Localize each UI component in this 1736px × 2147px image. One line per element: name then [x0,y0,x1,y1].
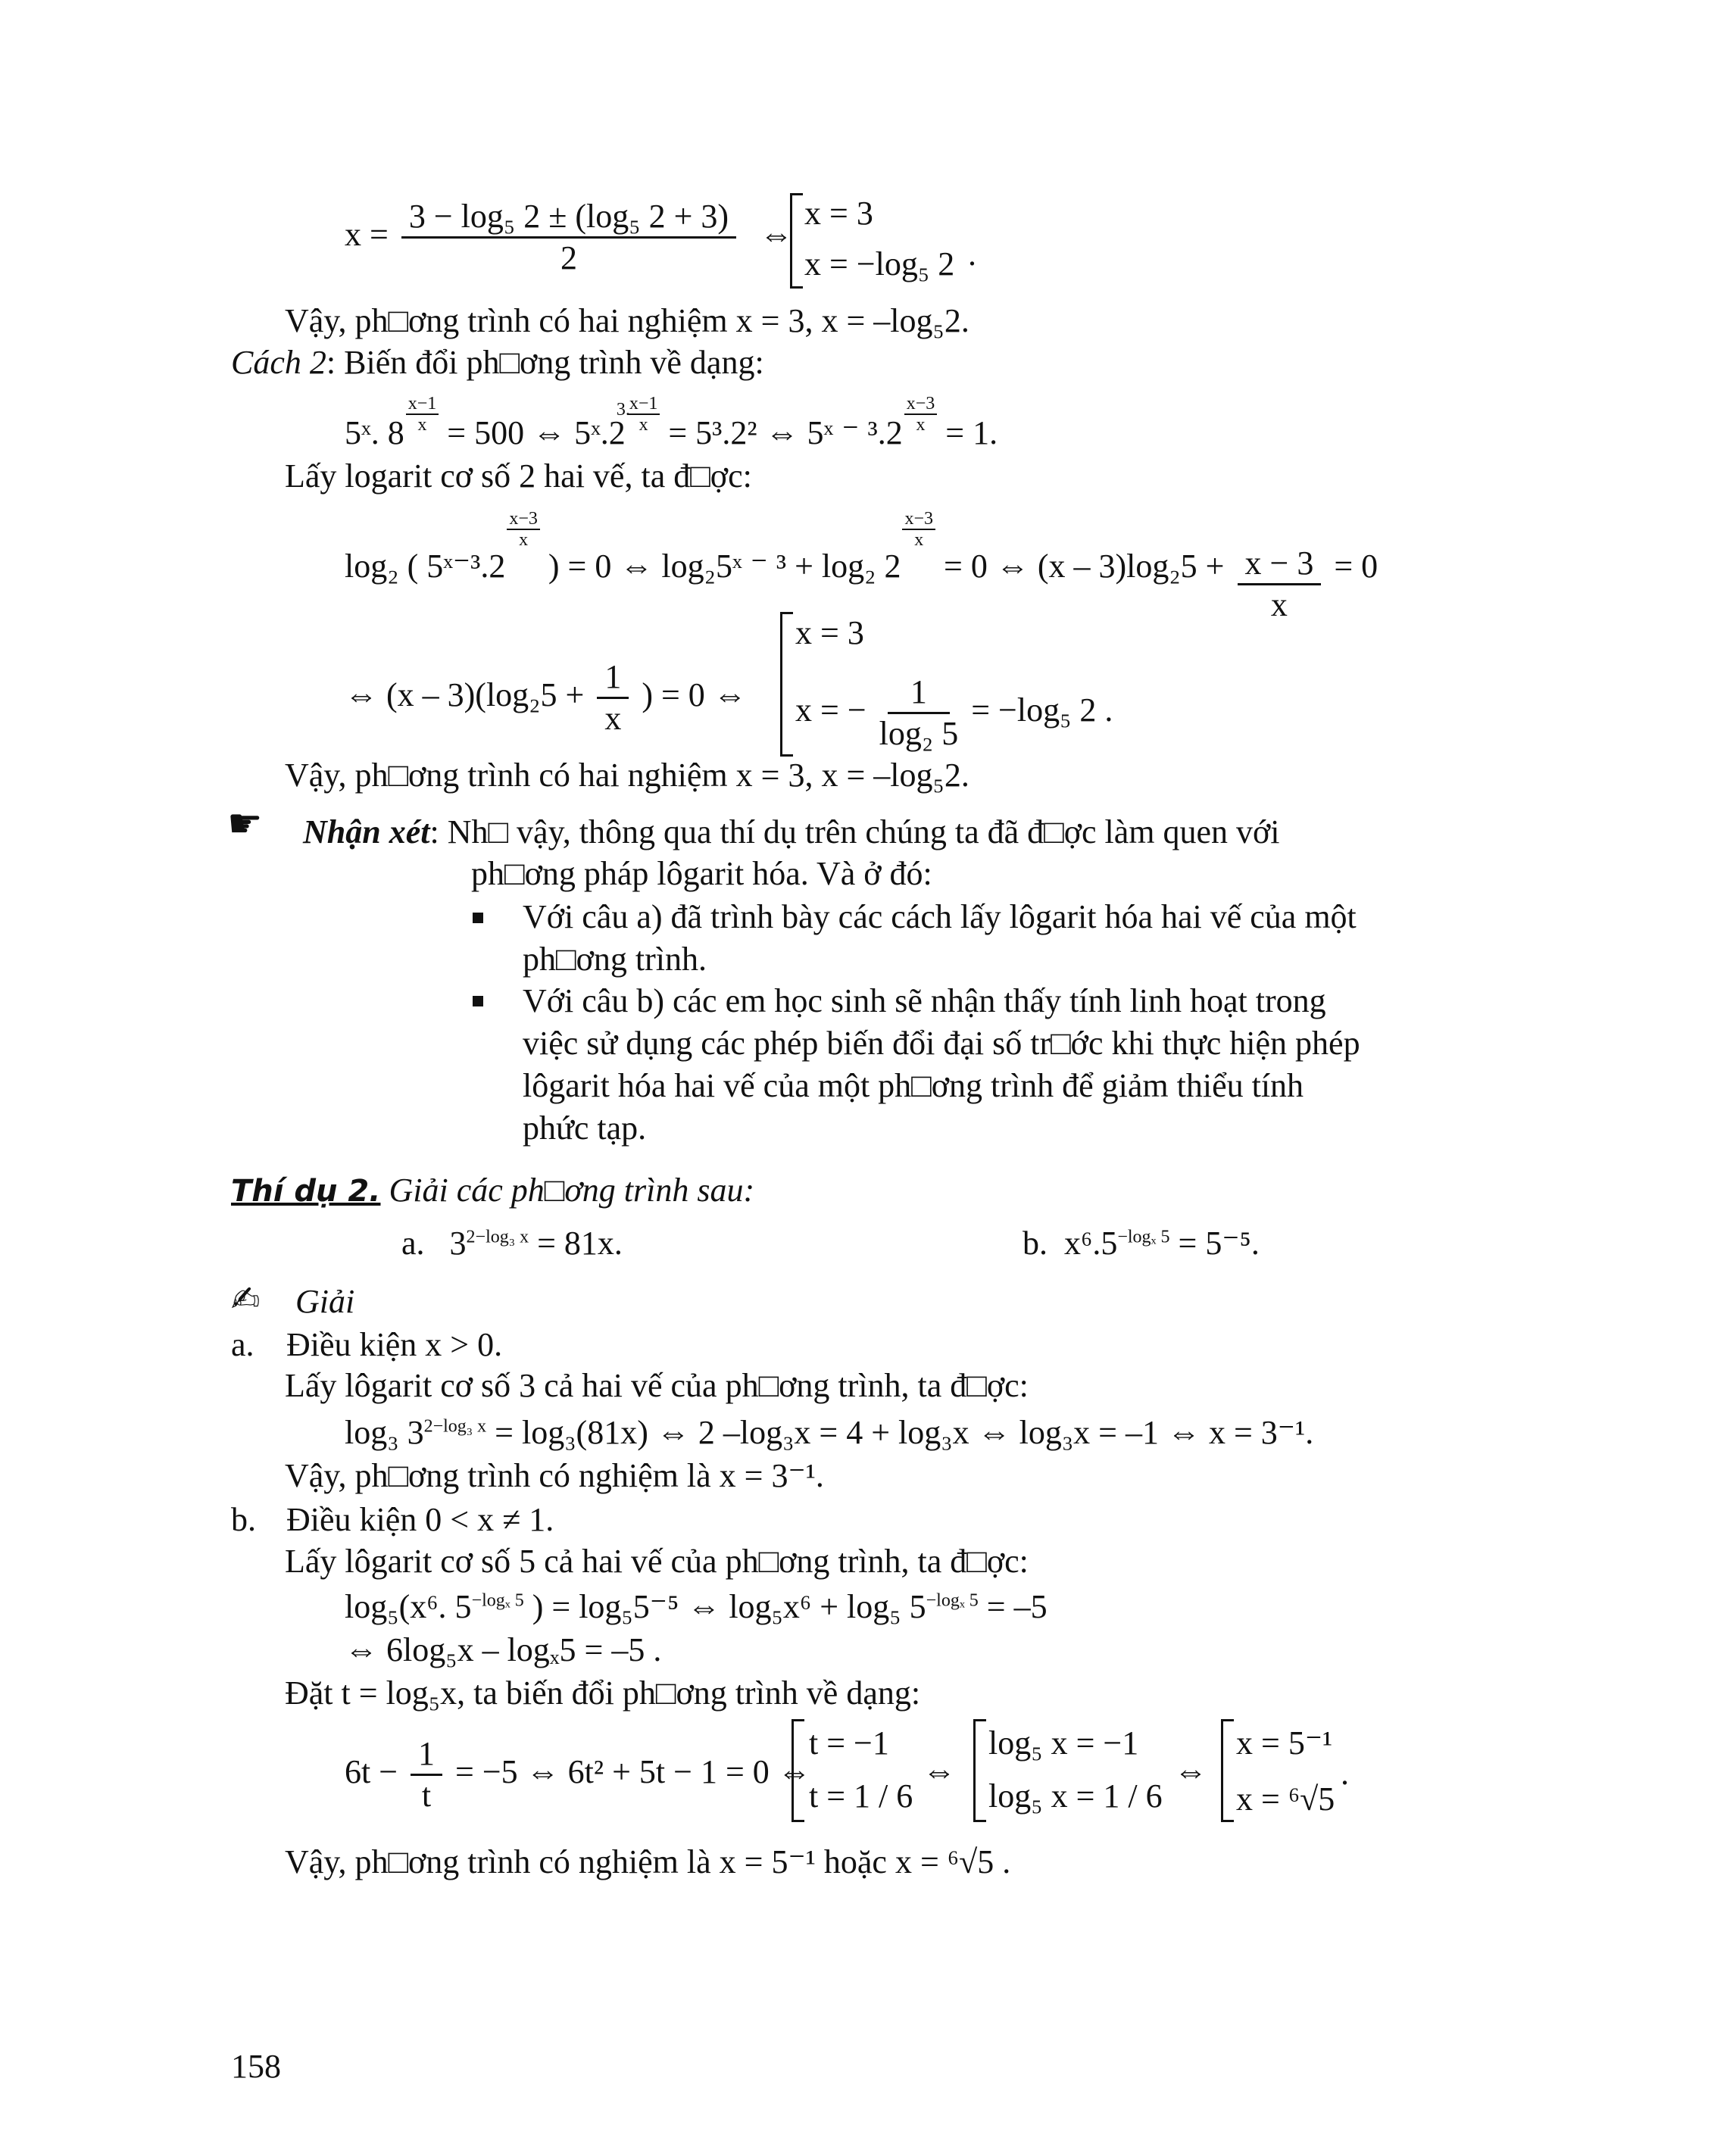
eq2: 5ˣ. 8 $\frac{x-1}{x}$ = 500 ⇔ 5ˣ.2 3. x−1 x = 5³.2² ⇔ 5ˣ ⁻ ³.2 $\frac{x-3}{x}$ = 1. [345,394,998,451]
sol-b-cond: Điều kiện 0 < x ≠ 1. [286,1501,554,1538]
sol-b-eq2: ⇔ 6log₅x – logₓ5 = –5 . [345,1631,662,1668]
eq1-case2: x = −log₅ 2 [804,245,955,282]
b-c3a: x = 5⁻¹ [1236,1724,1333,1762]
b-iff3: ⇔ [1174,1752,1207,1790]
sol-b-eq3: 6t − $\frac{1}{t}$ = −5 ⇔ 6t² + 5t − 1 = 0 ⇔ [345,1735,811,1815]
bullet-1 [473,913,483,923]
remark-line2: ph□ơng pháp lôgarit hóa. Và ở đó: [471,855,932,892]
sol-b-conc: Vậy, ph□ơng trình có nghiệm là x = 5⁻¹ hoặc x = ⁶√5 . [285,1843,1011,1880]
writing-hand-icon: ✍ [231,1278,261,1319]
b-bracket-3 [1221,1719,1234,1822]
example2-b: b. $x^6.5^{-log_x 5} = 5^{-5}$. [1023,1225,1260,1262]
example2-heading: Thí dụ 2. Giải các ph□ơng trình sau: [231,1172,755,1209]
sol-b-eq1: log₅(x⁶. $5^{-log_x 5}$ ) = log₅5⁻⁵ ⇔ log₅x⁶ + log₅ $5^{-log_x 5} = -5$ [345,1588,1048,1625]
eq4-bracket [780,612,793,757]
eq1-fraction: $\frac{\text{3 − log₅ 2 ± (log₅ 2 + 3)}}{2}$ [401,198,736,277]
conclusion2: Vậy, ph□ơng trình có hai nghiệm x = 3, x = –log₅2. [285,757,969,794]
b-c1a: t = −1 [809,1724,889,1762]
eq3: log₂ ( 5ˣ⁻³.2 $\frac{x-3}{x}$ ) = 0 ⇔ log₂5ˣ ⁻ ³ + log₂ 2 $\frac{x-3}{x}$ = 0 ⇔ (x – 3)log₂5 + $\frac{x - 3}{x}$ = 0 [345,509,1378,624]
sol-b-set: Đặt t = log₅x, ta biến đổi ph□ơng trình về dạng: [285,1674,921,1712]
sol-b-text: Lấy lôgarit cơ số 5 cả hai vế của ph□ơng trình, ta đ□ợc: [285,1543,1029,1580]
b-bracket-2 [973,1719,986,1822]
b-c1b: t = 1 / 6 [809,1777,913,1815]
b-iff2: ⇔ [923,1752,956,1790]
sol-a-eq: log₃ $3^{2-log_3 x} = \log_3(81x)$ ⇔ 2 –log₃x = 4 + log₃x ⇔ log₃x = –1 ⇔ x = 3⁻¹. [345,1414,1314,1451]
sol-a-conc: Vậy, ph□ơng trình có nghiệm là x = 3⁻¹. [285,1457,824,1494]
b-bracket-1 [792,1719,804,1822]
eq4-case2: x = − $\frac{1}{\text{log₂ 5}}$ = −log₅ 2 . [795,673,1113,753]
eq1-bracket [790,193,803,289]
cach2-line: Cách 2: Biến đổi ph□ơng trình về dạng: [231,344,764,381]
b-c3b: x = ⁶√5 [1236,1780,1335,1818]
page-number: 158 [231,2048,281,2085]
b-c2b: log₅ x = 1 / 6 [988,1777,1163,1815]
conclusion1: Vậy, ph□ơng trình có hai nghiệm x = 3, x = –log₅2. [285,302,969,339]
sol-a-text: Lấy lôgarit cơ số 3 cả hai vế của ph□ơng trình, ta đ□ợc: [285,1367,1029,1404]
bullet-2 [473,996,483,1006]
b-dot: . [1341,1755,1349,1792]
eq4: ⇔ (x – 3)(log₂5 + $\frac{1}{x}$ ) = 0 ⇔ [345,658,747,738]
eq1-dot: . [968,236,976,273]
bullet1-l2: ph□ơng trình. [523,941,707,978]
solution-label: Giải [295,1283,355,1320]
eq4-case1: x = 3 [795,614,864,651]
bullet2-l4: phức tạp. [523,1109,647,1147]
bullet2-l3: lôgarit hóa hai vế của một ph□ơng trình để giảm thiểu tính [523,1067,1304,1104]
eq1: x = $\frac{\text{3 − log₅ 2 ± (log₅ 2 + 3)}}{2}$ ⇔ [345,198,794,277]
bullet2-l1: Với câu b) các em học sinh sẽ nhận thấy tính linh hoạt trong [523,982,1326,1019]
pointing-hand-icon: ☛ [227,801,263,847]
sol-a-cond: Điều kiện x > 0. [286,1326,503,1363]
eq1-case1: x = 3 [804,195,873,232]
sol-b-label: b. [231,1501,256,1538]
remark-line1: Nhận xét: Nh□ vậy, thông qua thí dụ trên chúng ta đã đ□ợc làm quen với [303,813,1280,850]
log2-text: Lấy logarit cơ số 2 hai vế, ta đ□ợc: [285,457,752,495]
b-c2a: log₅ x = −1 [988,1724,1139,1762]
sol-a-label: a. [231,1326,254,1363]
example2-a: a. $3^{2-log_3 x} = 81x$. [401,1225,623,1262]
bullet1-l1: Với câu a) đã trình bày các cách lấy lôgarit hóa hai vế của một [523,898,1357,935]
bullet2-l2: việc sử dụng các phép biến đổi đại số tr□ớc khi thực hiện phép [523,1025,1360,1062]
